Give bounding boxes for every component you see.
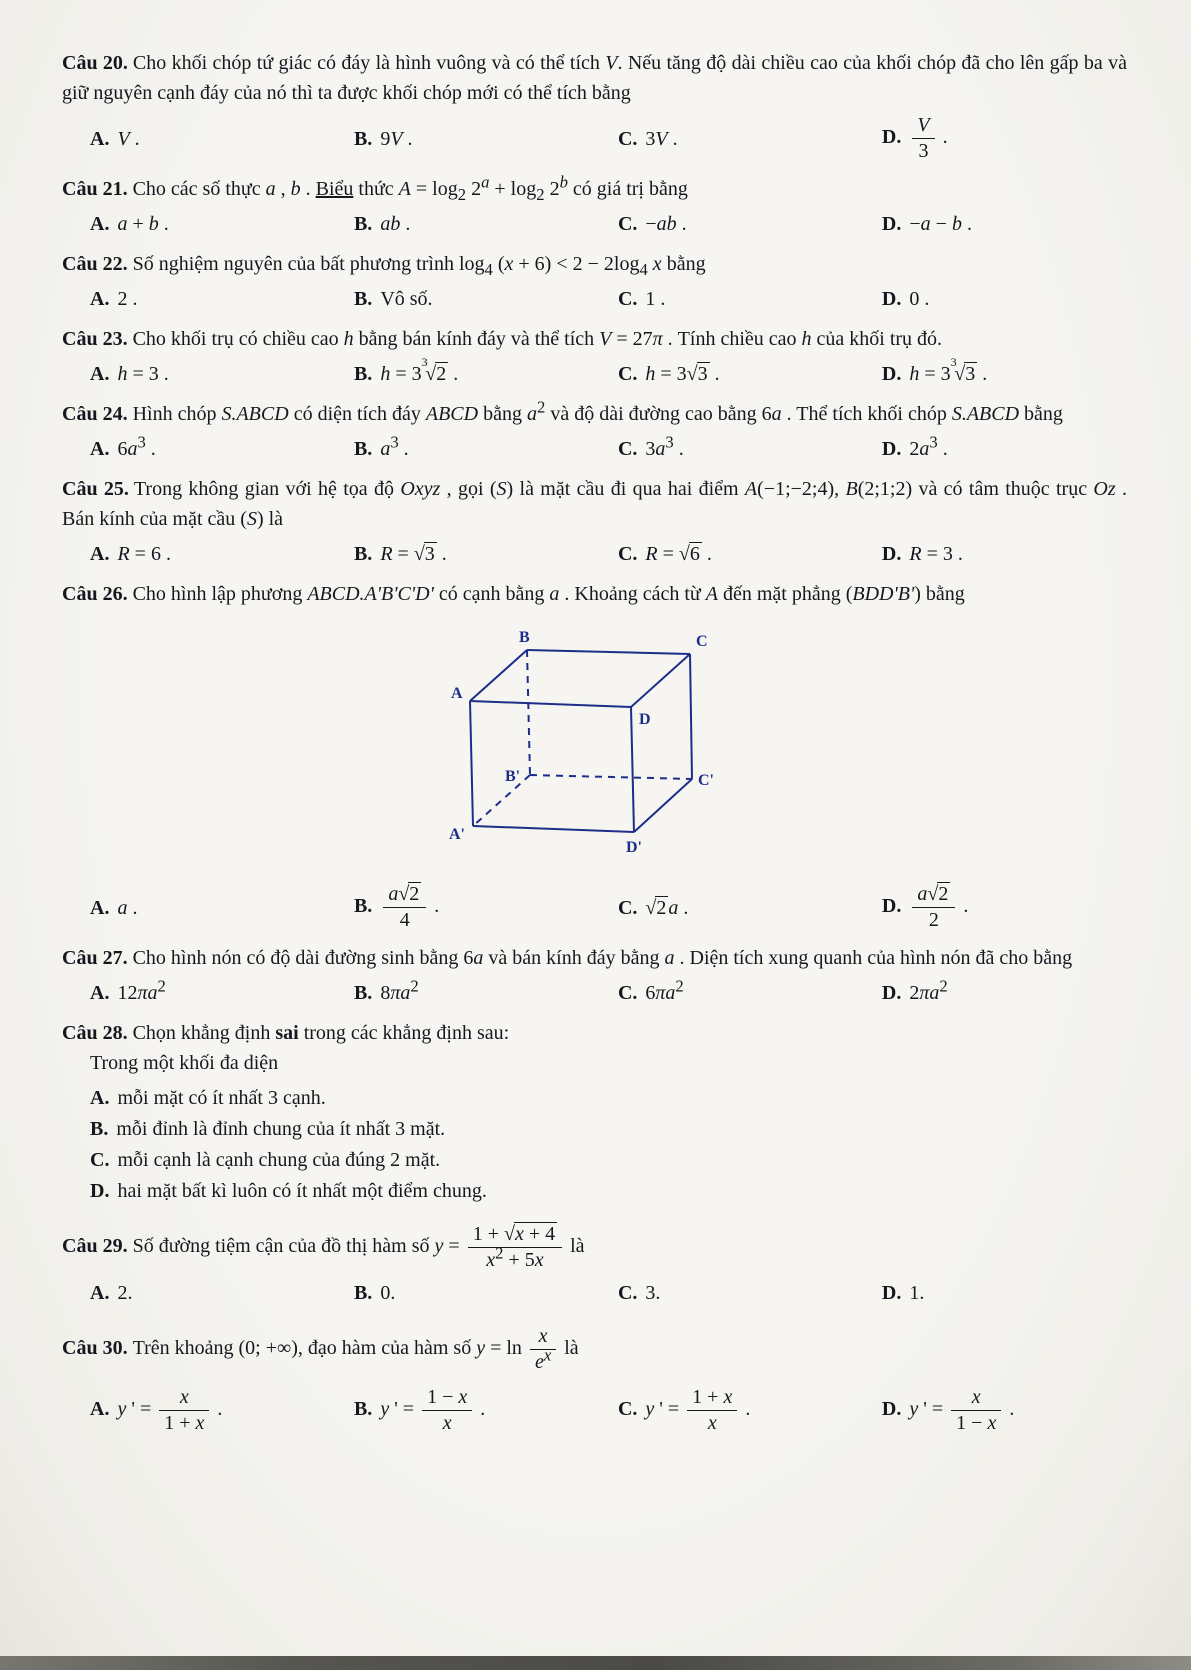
question-27-option-c bbox=[618, 978, 876, 1008]
option-label: B. bbox=[353, 213, 373, 235]
question-30-body: Trên khoảng (0; +∞), đạo hàm của hàm số y = ln $\frac{x}{e^x}$ là bbox=[132, 1325, 579, 1373]
question-29-option-c bbox=[618, 1278, 876, 1308]
option-label: C. bbox=[617, 213, 638, 235]
option-label: A. bbox=[90, 438, 110, 460]
question-22-number: Câu 22. bbox=[62, 253, 128, 275]
question-24-option-b bbox=[354, 434, 612, 464]
option-content: R = 6 . bbox=[117, 543, 171, 565]
option-label: A. bbox=[90, 1398, 110, 1421]
option-content: √2 a . bbox=[645, 896, 689, 919]
question-26-text bbox=[62, 579, 1127, 609]
option-content: 0 . bbox=[909, 288, 930, 310]
question-24-option-c bbox=[618, 434, 876, 464]
question-23-options bbox=[62, 354, 1127, 389]
question-23-option-c bbox=[618, 359, 876, 389]
option-label: D. bbox=[881, 895, 902, 918]
option-content: $a^3$ . bbox=[380, 432, 409, 460]
question-20-option-c bbox=[618, 124, 876, 154]
question-29-option-a bbox=[90, 1278, 348, 1308]
option-label: A. bbox=[90, 1282, 110, 1304]
option-label: C. bbox=[617, 438, 638, 460]
question-25-option-b bbox=[354, 539, 612, 569]
option-label: C. bbox=[90, 1149, 110, 1171]
question-22-option-c bbox=[618, 284, 876, 314]
option-content: mỗi đỉnh là đỉnh chung của ít nhất 3 mặt. bbox=[116, 1118, 446, 1140]
option-content: mỗi mặt có ít nhất 3 cạnh. bbox=[117, 1087, 326, 1109]
option-content: mỗi cạnh là cạnh chung của đúng 2 mặt. bbox=[117, 1149, 441, 1171]
option-label: A. bbox=[90, 213, 110, 235]
option-label: B. bbox=[90, 1118, 109, 1140]
question-30-text bbox=[62, 1324, 1127, 1375]
option-label: C. bbox=[617, 1282, 638, 1304]
question-30-option-d bbox=[882, 1385, 1127, 1436]
option-content: 2 . bbox=[117, 288, 138, 310]
question-26-number: Câu 26. bbox=[62, 583, 128, 605]
option-label: B. bbox=[353, 1282, 373, 1304]
question-20-option-d bbox=[882, 113, 1127, 164]
question-28-option-d bbox=[90, 1176, 1127, 1206]
option-label: B. bbox=[353, 363, 373, 385]
option-content: h = 3√3 . bbox=[645, 363, 720, 385]
question-21-number: Câu 21. bbox=[62, 178, 128, 200]
option-label: D. bbox=[881, 1282, 902, 1304]
question-24-text bbox=[62, 399, 1127, 429]
option-label: D. bbox=[881, 126, 902, 149]
option-label: D. bbox=[881, 363, 902, 385]
option-content: R = √6 . bbox=[645, 543, 712, 565]
option-content: y ' = $\frac{x}{1 + x}$ . bbox=[117, 1386, 223, 1434]
option-label: C. bbox=[617, 896, 638, 919]
option-content: −a − b . bbox=[909, 213, 972, 235]
option-label: D. bbox=[881, 1398, 902, 1421]
question-20-text bbox=[62, 48, 1127, 108]
question-29-number: Câu 29. bbox=[62, 1235, 128, 1258]
question-20-option-a bbox=[90, 124, 348, 154]
option-content: hai mặt bất kì luôn có ít nhất một điểm chung. bbox=[117, 1180, 487, 1202]
question-24-options bbox=[62, 434, 1127, 464]
question-27-text bbox=[62, 943, 1127, 973]
option-content: 2. bbox=[117, 1282, 133, 1304]
question-26-options bbox=[62, 882, 1127, 933]
option-content: 3. bbox=[645, 1282, 661, 1304]
question-27-number: Câu 27. bbox=[62, 947, 128, 969]
option-label: D. bbox=[881, 543, 902, 565]
question-20-options bbox=[62, 113, 1127, 164]
question-28-text bbox=[62, 1018, 1127, 1048]
question-29-body: Số đường tiệm cận của đồ thị hàm số y = $\frac{1 + √x + 4}{x^2 + 5x}$ là bbox=[132, 1223, 585, 1271]
question-27-option-a bbox=[90, 978, 348, 1008]
option-content: 3V . bbox=[645, 127, 678, 150]
question-24-option-a bbox=[90, 434, 348, 464]
option-content: $\frac{V}{3}$ . bbox=[909, 126, 947, 148]
option-content: −ab . bbox=[645, 213, 687, 235]
question-23-option-b bbox=[353, 354, 612, 389]
question-21-option-c bbox=[618, 209, 876, 239]
option-label: C. bbox=[617, 363, 638, 385]
question-28-option-c bbox=[90, 1145, 1127, 1175]
question-25-option-d bbox=[882, 539, 1127, 569]
question-24-option-d bbox=[882, 434, 1127, 464]
option-label: A. bbox=[90, 1087, 110, 1109]
question-30-option-a bbox=[90, 1385, 348, 1436]
question-20-option-b bbox=[354, 124, 612, 154]
question-22-body: Số nghiệm nguyên của bất phương trình $\log_4 (x + 6) < 2 - 2\log_4$ x bằng bbox=[132, 253, 706, 279]
question-26-option-b bbox=[354, 882, 612, 933]
option-label: A. bbox=[90, 543, 110, 565]
question-26 bbox=[62, 579, 1127, 933]
question-30-option-b bbox=[354, 1385, 612, 1436]
question-28-number: Câu 28. bbox=[62, 1022, 128, 1044]
option-content: $\frac{a√2}{2}$ . bbox=[909, 895, 968, 917]
cube-svg bbox=[445, 625, 745, 863]
option-label: D. bbox=[881, 982, 902, 1004]
question-24-body: Hình chóp S.ABCD có diện tích đáy ABCD bằng $a^2$ và độ dài đường cao bằng 6a . Thể tích khối chóp S.ABCD bằng bbox=[132, 397, 1063, 425]
option-content: $h = 3^3√3$ . bbox=[909, 354, 988, 385]
question-25-text bbox=[62, 474, 1127, 534]
option-label: C. bbox=[617, 543, 638, 565]
option-label: C. bbox=[617, 288, 638, 310]
question-23-option-d bbox=[881, 354, 1127, 389]
option-content: a + b . bbox=[117, 213, 169, 235]
option-label: B. bbox=[353, 982, 373, 1004]
question-20 bbox=[62, 48, 1127, 164]
question-25-option-a bbox=[90, 539, 348, 569]
option-content: $6a^3$ . bbox=[117, 432, 156, 460]
cube-label-B: B bbox=[518, 629, 530, 646]
question-26-option-d bbox=[882, 882, 1127, 933]
option-content: a . bbox=[117, 896, 138, 919]
option-label: A. bbox=[90, 363, 110, 385]
question-23-option-a bbox=[90, 359, 348, 389]
question-21-text bbox=[62, 174, 1127, 204]
question-30-option-c bbox=[618, 1385, 876, 1436]
question-29 bbox=[62, 1222, 1127, 1308]
option-label: B. bbox=[353, 438, 373, 460]
question-22-options bbox=[62, 284, 1127, 314]
question-28-subline: Trong một khối đa diện bbox=[90, 1052, 279, 1074]
question-22-option-a bbox=[90, 284, 348, 314]
option-label: C. bbox=[617, 127, 638, 150]
option-content: $3a^3$ . bbox=[645, 432, 684, 460]
question-27 bbox=[62, 943, 1127, 1008]
question-22-option-d bbox=[882, 284, 1127, 314]
option-label: C. bbox=[617, 1398, 638, 1421]
option-label: D. bbox=[90, 1180, 110, 1202]
cube-label-C: C bbox=[695, 633, 708, 650]
question-24-number: Câu 24. bbox=[62, 403, 128, 425]
question-28-option-b bbox=[90, 1114, 1127, 1144]
option-content: V . bbox=[117, 127, 140, 150]
option-content: $\frac{a√2}{4}$ . bbox=[380, 895, 439, 917]
option-label: D. bbox=[881, 438, 902, 460]
scan-edge bbox=[0, 1656, 1191, 1670]
question-23-text bbox=[62, 324, 1127, 354]
question-29-text bbox=[62, 1222, 1127, 1273]
option-label: A. bbox=[90, 288, 110, 310]
question-29-option-b bbox=[354, 1278, 612, 1308]
question-26-body: Cho hình lập phương ABCD.A'B'C'D' có cạnh bằng a . Khoảng cách từ A đến mặt phẳng (BDD'B') bằng bbox=[132, 583, 965, 605]
question-30-options bbox=[62, 1385, 1127, 1436]
question-21-option-b bbox=[354, 209, 612, 239]
option-label: D. bbox=[881, 288, 902, 310]
question-20-body: Cho khối chóp tứ giác có đáy là hình vuông và có thể tích V. Nếu tăng độ dài chiều cao của khối chóp đã cho lên gấp ba và giữ nguyên cạnh đáy của nó thì ta được khối chóp mới có thể tích bằng bbox=[62, 52, 1127, 104]
question-30-number: Câu 30. bbox=[62, 1337, 128, 1360]
question-25-number: Câu 25. bbox=[62, 478, 129, 500]
question-23-body: Cho khối trụ có chiều cao h bằng bán kính đáy và thể tích V = 27π . Tính chiều cao h của khối trụ đó. bbox=[132, 328, 943, 350]
question-25-body: Trong không gian với hệ tọa độ Oxyz , gọi (S) là mặt cầu đi qua hai điểm A(−1;−2;4), B(2;1;2) và có tâm thuộc trục Oz . Bán kính của mặt cầu (S) là bbox=[62, 478, 1127, 530]
question-25 bbox=[62, 474, 1127, 569]
question-21-option-d bbox=[882, 209, 1127, 239]
question-27-options bbox=[62, 978, 1127, 1008]
question-27-option-b bbox=[354, 978, 612, 1008]
cube-label-B2: B' bbox=[504, 768, 520, 785]
option-label: B. bbox=[353, 127, 373, 150]
question-22-text bbox=[62, 249, 1127, 279]
cube-edges bbox=[470, 650, 692, 832]
question-28-option-a bbox=[90, 1083, 1127, 1113]
question-28-body: Chọn khẳng định sai trong các khẳng định sau: bbox=[132, 1022, 510, 1044]
question-25-option-c bbox=[618, 539, 876, 569]
option-label: A. bbox=[90, 896, 110, 919]
option-label: A. bbox=[90, 127, 110, 150]
option-content: $12\pi a^2$ bbox=[117, 976, 166, 1004]
option-content: y ' = $\frac{1 + x}{x}$ . bbox=[645, 1386, 751, 1434]
option-content: y ' = $\frac{x}{1 - x}$ . bbox=[909, 1386, 1015, 1434]
cube-figure bbox=[62, 625, 1127, 872]
option-content: R = 3 . bbox=[909, 543, 963, 565]
question-23-number: Câu 23. bbox=[62, 328, 128, 350]
cube-label-A: A bbox=[450, 685, 463, 702]
cube-label-A2: A' bbox=[448, 826, 465, 843]
option-content: $6\pi a^2$ bbox=[645, 976, 684, 1004]
option-content: $8\pi a^2$ bbox=[380, 976, 419, 1004]
question-28 bbox=[62, 1018, 1127, 1206]
question-28-options bbox=[62, 1083, 1127, 1206]
option-content: Vô số. bbox=[380, 288, 433, 310]
question-29-options bbox=[62, 1278, 1127, 1308]
option-label: B. bbox=[353, 288, 373, 310]
question-27-option-d bbox=[882, 978, 1127, 1008]
question-21-option-a bbox=[90, 209, 348, 239]
question-26-option-c bbox=[618, 893, 876, 923]
option-content: 1. bbox=[909, 1282, 925, 1304]
question-26-option-a bbox=[90, 893, 348, 923]
option-content: 1 . bbox=[645, 288, 666, 310]
option-content: $2a^3$ . bbox=[909, 432, 948, 460]
option-content: 9V . bbox=[380, 127, 413, 150]
question-20-number: Câu 20. bbox=[62, 52, 128, 74]
option-content: ab . bbox=[380, 213, 411, 235]
option-content: 0. bbox=[380, 1282, 396, 1304]
question-23 bbox=[62, 324, 1127, 389]
option-label: D. bbox=[881, 213, 902, 235]
question-24 bbox=[62, 399, 1127, 464]
question-25-options bbox=[62, 539, 1127, 569]
cube-label-D: D bbox=[638, 711, 651, 728]
option-label: A. bbox=[90, 982, 110, 1004]
option-label: C. bbox=[617, 982, 638, 1004]
option-content: $h = 3^3√2$ . bbox=[380, 354, 459, 385]
question-21-options bbox=[62, 209, 1127, 239]
option-content: y ' = $\frac{1 - x}{x}$ . bbox=[380, 1386, 486, 1434]
option-content: $2\pi a^2$ bbox=[909, 976, 948, 1004]
cube-label-D2: D' bbox=[625, 839, 642, 856]
question-21-body: Cho các số thực a , b . Biểu thức $A = \log_2 2^a + \log_2 2^b$ có giá trị bằng bbox=[132, 172, 688, 204]
question-22-option-b bbox=[354, 284, 612, 314]
question-29-option-d bbox=[882, 1278, 1127, 1308]
question-27-body: Cho hình nón có độ dài đường sinh bằng 6a và bán kính đáy bằng a . Diện tích xung quanh của hình nón đã cho bằng bbox=[132, 947, 1073, 969]
question-21 bbox=[62, 174, 1127, 239]
question-22 bbox=[62, 249, 1127, 314]
option-content: h = 3 . bbox=[117, 363, 169, 385]
option-label: B. bbox=[353, 543, 373, 565]
cube-label-C2: C' bbox=[697, 772, 714, 789]
option-content: R = √3 . bbox=[380, 543, 447, 565]
option-label: B. bbox=[353, 895, 373, 918]
cube-labels bbox=[449, 629, 714, 856]
option-label: B. bbox=[353, 1398, 373, 1421]
question-30 bbox=[62, 1324, 1127, 1436]
